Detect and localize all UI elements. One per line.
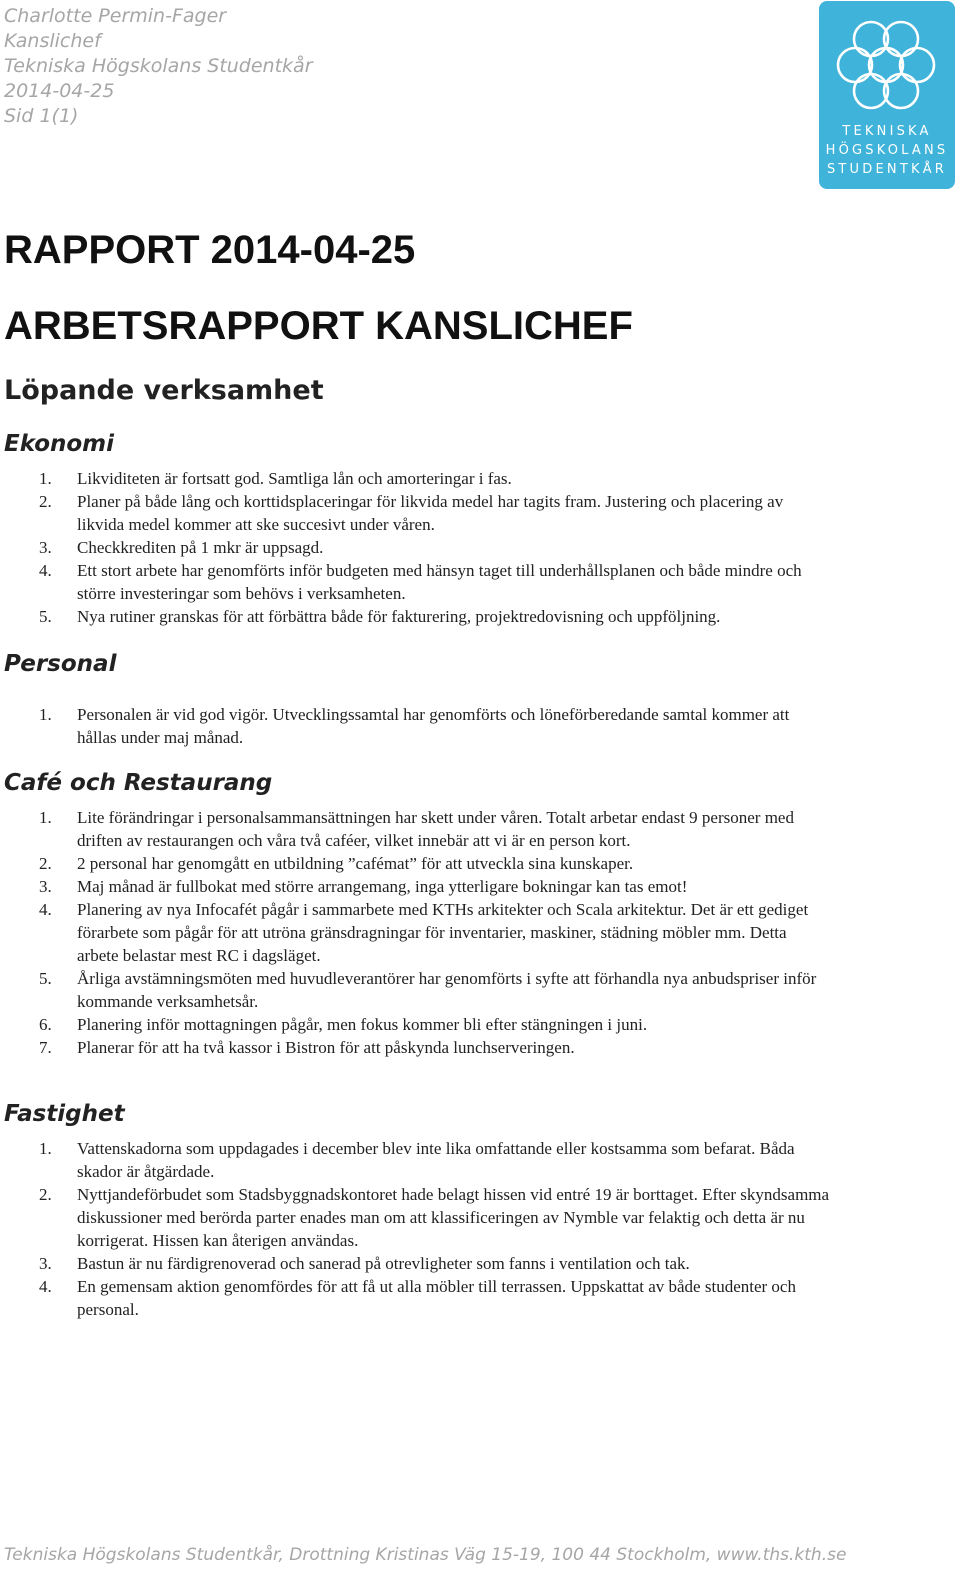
report-subtitle: ARBETSRAPPORT KANSLICHEF — [4, 304, 633, 348]
subsection-title-cafe: Café och Restaurang — [4, 770, 273, 796]
rings-emblem-icon — [819, 1, 955, 121]
document-date: 2014-04-25 — [4, 80, 115, 102]
list-item: 1. Likviditeten är fortsatt god. Samtliga lån och amorteringar i fas. — [39, 469, 512, 488]
list-item: 3. Maj månad är fullbokat med större arrangemang, inga ytterligare bokningar kan tas emot! — [39, 877, 688, 896]
list-item: 4. En gemensam aktion genomfördes för att få ut alla möbler till terrassen. Uppskattat av både studenter och personal. — [39, 1277, 796, 1319]
document-header — [4, 4, 313, 129]
subsection-title-fastighet: Fastighet — [4, 1101, 125, 1127]
logo-text-line: TEKNISKA — [842, 124, 932, 139]
page-footer: Tekniska Högskolans Studentkår, Drottning Kristinas Väg 15-19, 100 44 Stockholm, www.ths.kth.se — [4, 1545, 847, 1565]
report-title: RAPPORT 2014-04-25 — [4, 228, 416, 272]
ths-logo — [819, 1, 955, 189]
list-item: 1. Vattenskadorna som uppdagades i december blev inte lika omfattande eller kostsamma som befarat. Båda skador är åtgärdade. — [39, 1139, 795, 1181]
list-fastighet — [0, 1137, 830, 1321]
list-item: 2. Nyttjandeförbudet som Stadsbyggnadskontoret hade belagt hissen vid entré 19 är borttaget. Efter skyndsamma diskussioner med berörda parter enades man om att klassificeringen av Nymble var felaktig och detta är nu korrigerat. Hissen kan återigen användas. — [39, 1185, 830, 1250]
list-item: 7. Planerar för att ha två kassor i Bistron för att påskynda lunchserveringen. — [39, 1038, 575, 1057]
section-heading: Löpande verksamhet — [4, 375, 324, 406]
author-name: Charlotte Permin-Fager — [4, 5, 227, 27]
list-item: 1. Lite förändringar i personalsammansättningen har skett under våren. Totalt arbetar endast 9 personer med driften av restaurangen och våra två caféer, vilket innebär att vi är en person kort. — [39, 808, 794, 850]
list-item: 2. 2 personal har genomgått en utbildning ”cafémat” för att utveckla sina kunskaper. — [39, 854, 634, 873]
author-role: Kanslichef — [4, 30, 101, 52]
logo-text-line: STUDENTKÅR — [826, 162, 948, 177]
list-item: 3. Checkkrediten på 1 mkr är uppsagd. — [39, 538, 324, 557]
list-item: 5. Årliga avstämningsmöten med huvudleverantörer har genomförts i syfte att förhandla nya anbudspriser inför kommande verksamhetsår. — [39, 969, 817, 1011]
list-ekonomi — [0, 467, 830, 628]
logo-text-line: HÖGSKOLANS — [825, 143, 949, 158]
subsection-title-personal: Personal — [4, 651, 117, 677]
list-cafe — [0, 806, 830, 1059]
list-item: 3. Bastun är nu färdigrenoverad och sanerad på otrevligheter som fanns i ventilation och tak. — [39, 1254, 690, 1273]
organization-name: Tekniska Högskolans Studentkår — [4, 55, 313, 77]
subsection-title-ekonomi: Ekonomi — [4, 431, 115, 457]
list-personal — [0, 703, 830, 749]
list-item: 4. Ett stort arbete har genomförts inför budgeten med hänsyn taget till underhållsplanen och både mindre och större investeringar som behövs i verksamheten. — [39, 561, 802, 603]
list-item: 5. Nya rutiner granskas för att förbättra både för fakturering, projektredovisning och uppföljning. — [39, 607, 721, 626]
list-item: 4. Planering av nya Infocafét pågår i sammarbete med KTHs arkitekter och Scala arkitektur. Det är ett gediget förarbete som pågår för att utröna gränsdragningar för inventarier, maskiner, städning möbler mm. Detta arbete belastar mest RC i dagsläget. — [39, 900, 809, 965]
page-number: Sid 1(1) — [4, 105, 79, 127]
list-item: 6. Planering inför mottagningen pågår, men fokus kommer bli efter stängningen i juni. — [39, 1015, 648, 1034]
list-item: 1. Personalen är vid god vigör. Utvecklingssamtal har genomförts och löneförberedande samtal kommer att hållas under maj månad. — [39, 705, 790, 747]
list-item: 2. Planer på både lång och korttidsplaceringar för likvida medel har tagits fram. Justering och placering av likvida medel kommer att ske succesivt under våren. — [39, 492, 784, 534]
